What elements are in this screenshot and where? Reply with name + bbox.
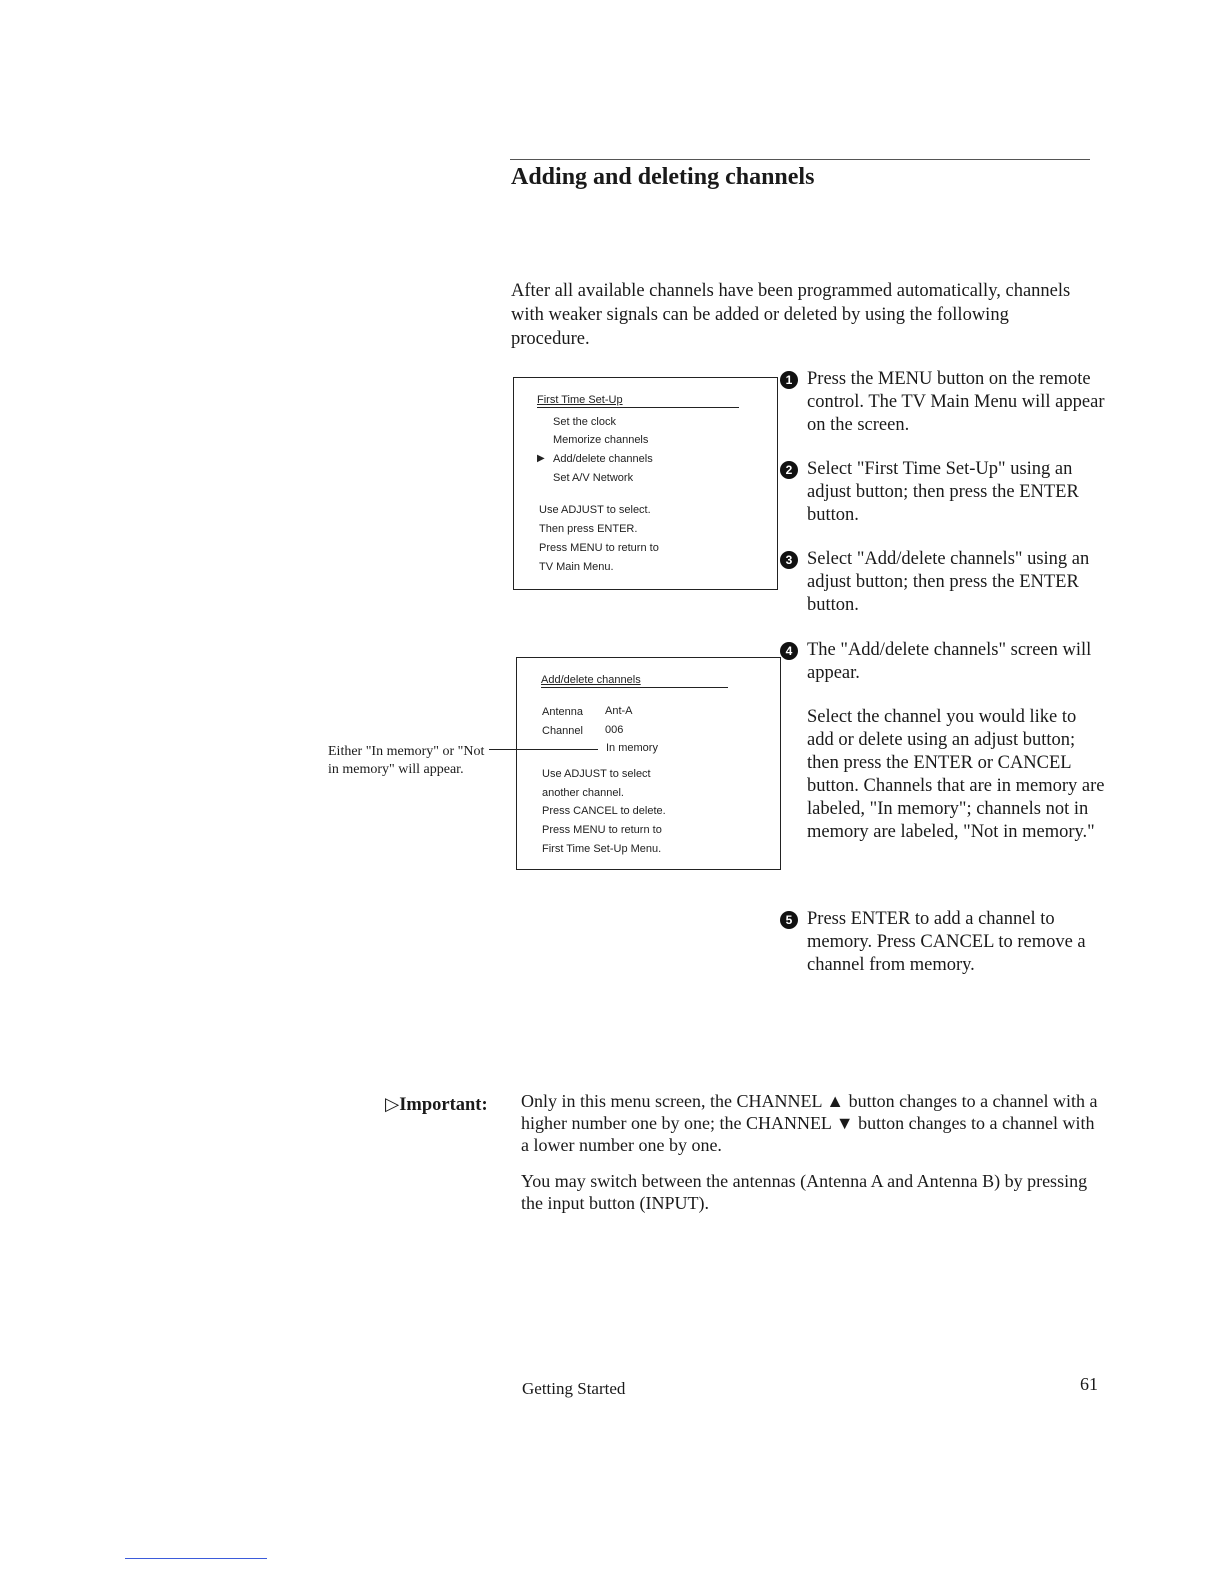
screen2-instruction: Press MENU to return to — [542, 824, 662, 836]
screen2-header-rule — [541, 687, 728, 688]
page-number: 61 — [1080, 1374, 1098, 1394]
menu-item-set-av-network: Set A/V Network — [553, 472, 634, 484]
menu-item-set-clock: Set the clock — [553, 416, 616, 428]
step-text: Select "Add/delete channels" using an adjust button; then press the ENTER button. — [807, 549, 1090, 615]
important-paragraph: Only in this menu screen, the CHANNEL ▲ button changes to a channel with a higher number one by one; the CHANNEL ▼ button changes to a channel with a lower number one by one. — [521, 1091, 1098, 1155]
footer-section-name: Getting Started — [522, 1379, 626, 1398]
screen1-instruction: TV Main Menu. — [539, 561, 614, 573]
step-4 — [780, 639, 1105, 844]
menu-item-memorize-channels: Memorize channels — [553, 434, 649, 446]
step-number-icon: 4 — [780, 642, 798, 660]
screen2-header: Add/delete channels — [541, 674, 641, 686]
screen2-instruction: First Time Set-Up Menu. — [542, 843, 662, 855]
step-text: Press ENTER to add a channel to memory. Press CANCEL to remove a channel from memory. — [807, 909, 1086, 975]
screen1-header-rule — [537, 407, 739, 408]
first-time-setup-screen — [513, 377, 778, 590]
step-number-icon: 5 — [780, 911, 798, 929]
step-number-icon: 2 — [780, 461, 798, 479]
channel-label: Channel — [542, 725, 583, 737]
screen2-instruction: another channel. — [542, 787, 624, 799]
callout-line — [489, 749, 598, 750]
step-2 — [780, 458, 1105, 527]
screen2-instruction: Use ADJUST to select — [542, 768, 651, 780]
step-5 — [780, 908, 1105, 977]
bottom-rule — [125, 1558, 267, 1559]
important-label: ▷Important: — [385, 1095, 488, 1115]
step-text: Press the MENU button on the remote control. The TV Main Menu will appear on the screen. — [807, 369, 1105, 435]
screen1-instruction: Use ADJUST to select. — [539, 504, 651, 516]
add-delete-channels-screen — [516, 657, 781, 870]
step-3 — [780, 548, 1105, 617]
step-text: Select "First Time Set-Up" using an adjust button; then press the ENTER button. — [807, 459, 1079, 525]
important-note — [521, 1090, 1106, 1228]
page-title: Adding and deleting channels — [511, 164, 815, 190]
antenna-label: Antenna — [542, 706, 583, 718]
channel-value: 006 — [605, 724, 624, 736]
memory-status: In memory — [606, 742, 658, 754]
antenna-value: Ant-A — [605, 705, 633, 717]
important-paragraph: You may switch between the antennas (Antenna A and Antenna B) by pressing the input button (INPUT). — [521, 1171, 1088, 1213]
side-note: Either "In memory" or "Not in memory" will appear. — [328, 744, 485, 777]
screen1-instruction: Then press ENTER. — [539, 523, 638, 535]
intro-paragraph: After all available channels have been programmed automatically, channels with weaker signals can be added or deleted by using the following procedure. — [511, 281, 1071, 349]
screen1-header: First Time Set-Up — [537, 394, 623, 406]
step-4-detail: Select the channel you would like to add or delete using an adjust button; then press the ENTER or CANCEL button. Channels that are in memory are labeled, "In memory"; channels not in memory are labeled, "Not in memory." — [807, 707, 1105, 842]
screen2-instruction: Press CANCEL to delete. — [542, 805, 666, 817]
step-text: The "Add/delete channels" screen will appear. — [807, 640, 1092, 683]
screen1-instruction: Press MENU to return to — [539, 542, 659, 554]
selection-pointer-icon: ▶ — [537, 453, 545, 464]
menu-item-add-delete-channels: Add/delete channels — [553, 453, 653, 465]
step-1 — [780, 368, 1105, 437]
title-rule — [510, 159, 1090, 160]
step-number-icon: 1 — [780, 371, 798, 389]
step-number-icon: 3 — [780, 551, 798, 569]
